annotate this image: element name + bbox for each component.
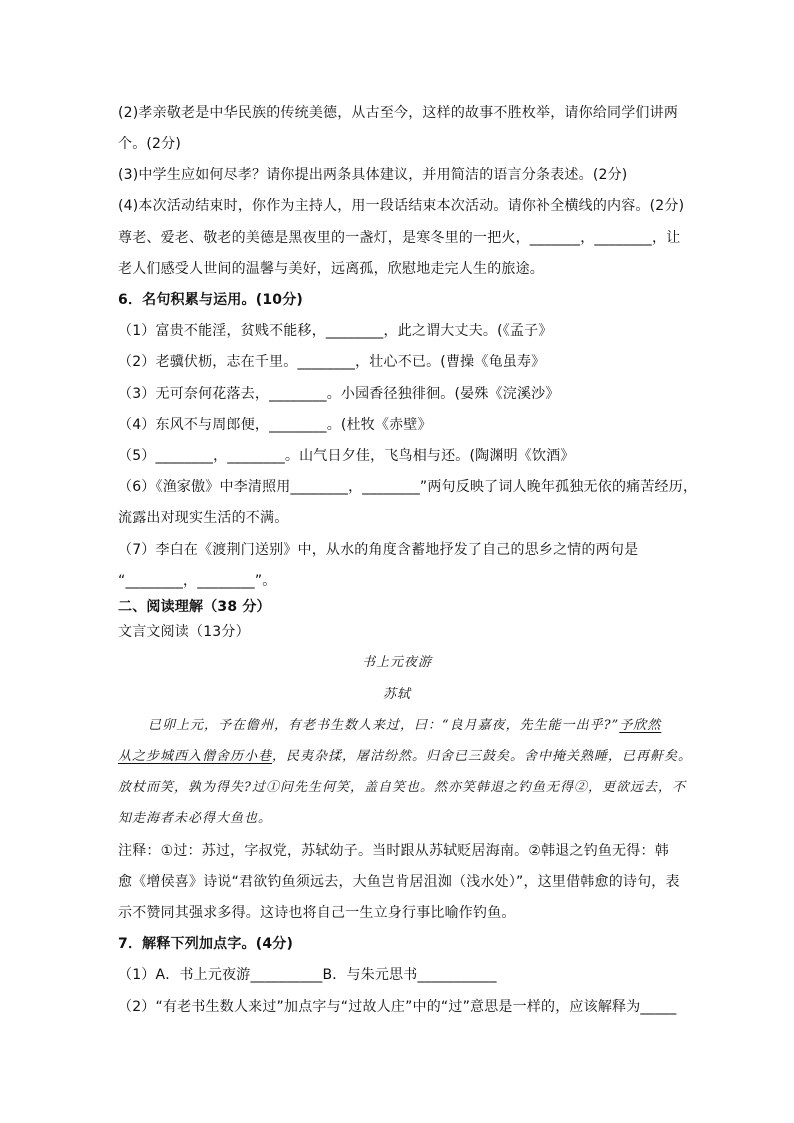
essay-line1-underlined: 予欣然 [619, 718, 662, 733]
essay-title: 书上元夜游 [361, 655, 432, 670]
essay-line4: 知走海者未必得大鱼也。 [118, 811, 273, 826]
q7-item1: （1）A．书上元夜游__________B．与朱元思书___________ [118, 967, 497, 983]
essay-line2-text: ，民夷杂揉，屠沽纷然。归舍已三鼓矣。舍中掩关熟睡，已再鼾矣。 [272, 749, 693, 764]
q5-part3: (3)中学生应如何尽孝？请你提出两条具体建议，并用简洁的语言分条表述。(2分) [118, 167, 628, 183]
notes-line1: 注释：①过：苏过，字叔党，苏轼幼子。当时跟从苏轼贬居海南。②韩退之钓鱼无得：韩 [118, 843, 669, 859]
essay-line3: 放杖而笑，孰为得失?过①问先生何笑，盖自笑也。然亦笑韩退之钓鱼无得②，更欲远去，不 [118, 780, 686, 795]
essay-line2-underlined: 从之步城西入僧舍历小巷 [118, 749, 273, 764]
q6-item6-line2: 流露出对现实生活的不满。 [118, 510, 289, 526]
q7-item2: （2）“有老书生数人来过”加点字与“过故人庄”中的“过”意思是一样的，应该解释为_____ [118, 999, 677, 1015]
q6-item2: （2）老骥伏枥，志在千里。________，壮心不已。(曹操《龟虽寿》 [118, 354, 546, 370]
q5-part4: (4)本次活动结束时，你作为主持人，用一段话结束本次活动。请你补全横线的内容。(2分) [118, 198, 685, 214]
essay-line1-text: 已卯上元，予在儋州，有老书生数人来过，曰：“良月嘉夜，先生能一出乎?” [148, 718, 620, 733]
essay-line2 [118, 747, 692, 767]
essay-line1 [148, 716, 661, 736]
q5-part4-fill-line1: 尊老、爱老、敬老的美德是黑夜里的一盏灯，是寒冬里的一把火，_______，________，让 [118, 230, 681, 246]
q6-item1: （1）富贵不能淫，贫贱不能移，________，此之谓大丈夫。(《孟子》 [118, 323, 553, 339]
q6-item5: （5）________，________。山气日夕佳，飞鸟相与还。(陶渊明《饮酒》 [118, 448, 575, 464]
q6-item7-line2: “________，________”。 [118, 573, 277, 589]
section2-subtitle: 文言文阅读（13分） [118, 624, 250, 640]
section2-title: 二、阅读理解（38 分） [118, 599, 271, 615]
notes-line2: 愈《增侯喜》诗说“君欲钓鱼须远去，大鱼岂肯居沮洳（浅水处）”，这里借韩愈的诗句，表 [118, 874, 680, 890]
q6-item3: （3）无可奈何花落去，________。小园香径独徘徊。(晏殊《浣溪沙》 [118, 386, 560, 402]
q5-part2-line1: (2)孝亲敬老是中华民族的传统美德，从古至今，这样的故事不胜枚举，请你给同学们讲两 [118, 105, 679, 121]
q5-part2-line2: 个。(2分) [118, 136, 182, 152]
essay-author: 苏轼 [382, 687, 411, 702]
q6-item4: （4）东风不与周郎便，________。(杜牧《赤壁》 [118, 417, 432, 433]
q6-title: 6．名句积累与运用。(10分) [118, 292, 304, 308]
notes-line3: 示不赞同其强求多得。这诗也将自己一生立身行事比喻作钓鱼。 [118, 905, 516, 921]
q6-item7-line1: （7）李白在《渡荆门送别》中，从水的角度含蓄地抒发了自己的思乡之情的两句是 [118, 542, 639, 558]
q7-title: 7．解释下列加点字。(4分) [118, 936, 294, 952]
q6-item6-line1: （6）《渔家傲》中李清照用________，________”两句反映了词人晚年孤独无依的痛苦经历， [118, 479, 698, 495]
q5-part4-fill-line2: 老人们感受人世间的温馨与美好，远离孤，欣慰地走完人生的旅途。 [118, 261, 544, 277]
